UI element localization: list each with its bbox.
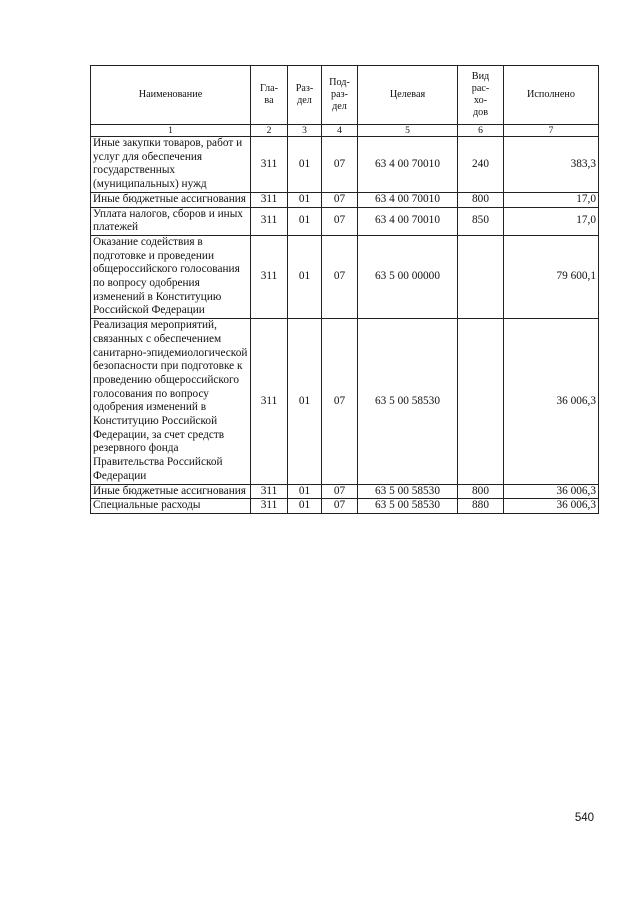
- table-row: [91, 207, 599, 235]
- budget-table: [90, 65, 599, 514]
- row-target: 63 4 00 70010: [358, 207, 458, 235]
- row-chapter: 311: [251, 484, 288, 499]
- row-executed: 17,0: [504, 192, 599, 207]
- row-target: 63 5 00 00000: [358, 235, 458, 318]
- row-name: Иные бюджетные ассигнования: [91, 484, 251, 499]
- row-name: Уплата налогов, сборов и иных платежей: [91, 207, 251, 235]
- page-number: 540: [574, 812, 594, 824]
- row-section: 01: [288, 235, 322, 318]
- column-number: 1: [91, 125, 251, 137]
- row-subsection: 07: [322, 137, 358, 193]
- header-section: Раз- дел: [288, 66, 322, 125]
- header-name: Наименование: [91, 66, 251, 125]
- row-section: 01: [288, 484, 322, 499]
- row-chapter: 311: [251, 319, 288, 484]
- column-number: 2: [251, 125, 288, 137]
- table-header-row: [91, 66, 599, 125]
- column-number: 7: [504, 125, 599, 137]
- row-chapter: 311: [251, 235, 288, 318]
- row-executed: 36 006,3: [504, 499, 599, 514]
- row-target: 63 4 00 70010: [358, 137, 458, 193]
- row-chapter: 311: [251, 137, 288, 193]
- row-subsection: 07: [322, 192, 358, 207]
- table-row: [91, 137, 599, 193]
- row-expense-type: [458, 319, 504, 484]
- header-chapter: Гла- ва: [251, 66, 288, 125]
- row-section: 01: [288, 137, 322, 193]
- row-executed: 383,3: [504, 137, 599, 193]
- row-section: 01: [288, 499, 322, 514]
- row-target: 63 5 00 58530: [358, 319, 458, 484]
- row-executed: 36 006,3: [504, 319, 599, 484]
- table-row: [91, 499, 599, 514]
- row-executed: 36 006,3: [504, 484, 599, 499]
- row-chapter: 311: [251, 192, 288, 207]
- row-subsection: 07: [322, 499, 358, 514]
- table-row: [91, 484, 599, 499]
- header-target: Целевая: [358, 66, 458, 125]
- row-expense-type: 880: [458, 499, 504, 514]
- row-expense-type: [458, 235, 504, 318]
- table-row: [91, 235, 599, 318]
- row-name: Специальные расходы: [91, 499, 251, 514]
- row-executed: 79 600,1: [504, 235, 599, 318]
- row-name: Иные бюджетные ассигнования: [91, 192, 251, 207]
- row-chapter: 311: [251, 207, 288, 235]
- row-target: 63 5 00 58530: [358, 499, 458, 514]
- column-number-row: [91, 125, 599, 137]
- table-row: [91, 192, 599, 207]
- row-section: 01: [288, 207, 322, 235]
- row-expense-type: 850: [458, 207, 504, 235]
- row-target: 63 4 00 70010: [358, 192, 458, 207]
- row-subsection: 07: [322, 319, 358, 484]
- header-expense-type: Вид рас- хо- дов: [458, 66, 504, 125]
- row-section: 01: [288, 319, 322, 484]
- row-executed: 17,0: [504, 207, 599, 235]
- column-number: 6: [458, 125, 504, 137]
- row-name: Реализация мероприятий, связанных с обеспечением санитарно-эпидемиологической безопасности при подготовке к проведению общероссийского голосования по вопросу одобрения изменений в Конституцию Российской Федерации, за счет средств резервного фонда Правительства Российской Федерации: [91, 319, 251, 484]
- row-subsection: 07: [322, 207, 358, 235]
- row-expense-type: 240: [458, 137, 504, 193]
- row-section: 01: [288, 192, 322, 207]
- row-expense-type: 800: [458, 484, 504, 499]
- row-name: Иные закупки товаров, работ и услуг для обеспечения государственных (муниципальных) нужд: [91, 137, 251, 193]
- row-subsection: 07: [322, 235, 358, 318]
- table-body: [91, 137, 599, 514]
- column-number: 4: [322, 125, 358, 137]
- row-subsection: 07: [322, 484, 358, 499]
- header-executed: Исполнено: [504, 66, 599, 125]
- row-name: Оказание содействия в подготовке и проведении общероссийского голосования по вопросу одобрения изменений в Конституцию Российской Федерации: [91, 235, 251, 318]
- row-expense-type: 800: [458, 192, 504, 207]
- column-number: 5: [358, 125, 458, 137]
- row-chapter: 311: [251, 499, 288, 514]
- column-number: 3: [288, 125, 322, 137]
- row-target: 63 5 00 58530: [358, 484, 458, 499]
- header-subsection: Под- раз- дел: [322, 66, 358, 125]
- table-row: [91, 319, 599, 484]
